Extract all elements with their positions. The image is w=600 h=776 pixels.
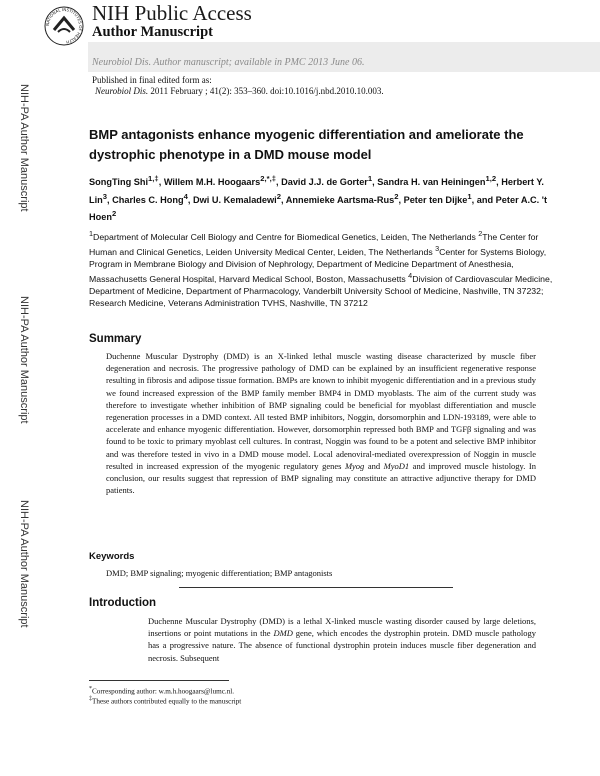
- author: Dwi U. Kemaladewi$^2$: [193, 191, 281, 205]
- article-title: BMP antagonists enhance myogenic differentiation and ameliorate the dystrophic phenotype in a DMD mouse model: [89, 127, 524, 162]
- keywords-heading: Keywords: [89, 551, 135, 562]
- citation: [95, 86, 384, 96]
- nih-public-access-title: NIH Public Access: [92, 1, 252, 25]
- affiliations: $^1$Department of Molecular Cell Biology and Centre for Biomedical Genetics, Leiden, The Netherlands $^2$The Center for Human and Clinical Genetics, Leiden University Medical Center, Leiden, The Netherlands $^3$Center for Systems Biology, Program in Membrane Biology and Division of Nephrology, Department of Medicine Department of Anesthesia, Massachusetts General Hospital, Harvard Medical School, Boston, Massachusetts $^4$Division of Cardiovascular Medicine, Department of Medicine, Department of Pharmacology, Vanderbilt University School of Medicine, Nashville, TN 37232; Research Medicine, Veterans Administration TVHS, Nashville, TN 37212: [89, 229, 553, 308]
- summary-text: Duchenne Muscular Dystrophy (DMD) is an X-linked lethal muscle wasting disease characterized by muscle fiber degeneration and necrosis. The progressive pathology of DMD can be explained by an insufficient regenerative response resulting in fibrosis and adipose tissue formation. BMPs are known to inhibit myogenic differentiation and in a previous study we found increased expression of the BMP family member BMP4 in DMD myoblasts. The aim of the current study was therefore to investigate whether inhibition of BMP signaling could be beneficial for myoblast differentiation and muscle regeneration processes in a DMD context. All tested BMP inhibitors, Noggin, dorsomorphin and LDN-193189, were able to accelerate and enhance myogenic differentiation. However, dorsomorphin repressed both BMP and TGFβ signaling and was found to be toxic to primary myoblast cell cultures. In contrast, Noggin was found to be a potent and selective BMP inhibitor and was therefore tested in vivo in a DMD mouse model. Local adenoviral-mediated overexpression of Noggin in muscle resulted in increased expression of the myogenic regulatory genes Myog and MyoD1 and improved muscle histology. In conclusion, our results suggest that repression of BMP signaling may constitute an attractive adjunctive therapy for DMD patients.: [106, 351, 536, 496]
- affiliation: The Center for Human and Clinical Genetics, Leiden University Medical Center, Leiden, The Netherlands: [89, 231, 539, 257]
- section-divider: [179, 587, 453, 588]
- author-manuscript-label: Author Manuscript: [92, 24, 213, 40]
- footnote-equal-contribution: ‡These authors contributed equally to the manuscript: [89, 696, 242, 706]
- availability-text: Author manuscript; available in PMC 2013 June 06.: [151, 57, 365, 68]
- author: Annemieke Aartsma-Rus$^2$: [285, 191, 399, 205]
- availability-note: [92, 57, 364, 68]
- logo-ring-text: NATIONAL INSTITUTES OF HEALTH: [44, 6, 84, 45]
- author: David J.J. de Gorter$^1$: [281, 174, 373, 188]
- sidebar-label-3: NIH-PA Author Manuscript: [18, 500, 30, 628]
- availability-journal: Neurobiol Dis.: [92, 57, 152, 68]
- footnote-corresponding-author: *Corresponding author: w.m.h.hoogaars@lumc.nl.: [89, 686, 235, 696]
- author-list: SongTing Shi$^{1,\ddagger}$, Willem M.H. Hoogaars$^{2,*,\ddagger}$, David J.J. de Gorter$^1$, Sandra H. van Heiningen$^{1,2}$, Herbert Y. Lin$^3$, Charles C. Hong$^4$, Dwi U. Kemaladewi$^2$, Annemieke Aartsma-Rus$^2$, Peter ten Dijke$^1$, and Peter A.C. 't Hoen$^2$: [89, 174, 548, 223]
- author: Herbert Y. Lin$^3$: [89, 177, 544, 205]
- summary-heading: Summary: [89, 333, 142, 345]
- footnote-divider: [89, 680, 229, 681]
- author: SongTing Shi$^{1,\ddagger}$: [89, 174, 159, 188]
- published-in-label: Published in final edited form as:: [92, 75, 212, 85]
- affiliation: Center for Systems Biology, Program in Membrane Biology and Division of Nephrology, Department of Medicine Department of Anesthesia, Massachusetts General Hospital, Harvard Medical School, Boston, Massachusetts: [89, 246, 547, 284]
- affiliation: Department of Molecular Cell Biology and Centre for Biomedical Genetics, Leiden, The Netherlands: [93, 231, 479, 242]
- author: Sandra H. van Heiningen$^{1,2}$: [377, 174, 497, 188]
- citation-details: 2011 February ; 41(2): 353–360. doi:10.1016/j.nbd.2010.10.003.: [148, 86, 384, 96]
- author: Peter ten Dijke$^1$: [403, 191, 472, 205]
- keywords-text: DMD; BMP signaling; myogenic differentiation; BMP antagonists: [106, 568, 333, 578]
- sidebar-label-1: NIH-PA Author Manuscript: [18, 84, 30, 212]
- author: Peter A.C. 't Hoen$^2$: [89, 194, 548, 223]
- author: Willem M.H. Hoogaars$^{2,*,\ddagger}$: [163, 174, 276, 188]
- introduction-heading: Introduction: [89, 597, 157, 609]
- citation-journal: Neurobiol Dis.: [95, 86, 149, 96]
- author: Charles C. Hong$^4$: [112, 191, 188, 205]
- sidebar-label-2: NIH-PA Author Manuscript: [18, 296, 30, 424]
- nih-logo: [44, 4, 84, 48]
- introduction-text: Duchenne Muscular Dystrophy (DMD) is a lethal X-linked muscle wasting disorder caused by large deletions, insertions or point mutations in the DMD gene, which encodes the dystrophin protein. DMD muscle pathology has a progressive nature. The absence of functional dystrophin protein induces muscle fiber degeneration and necrosis. Subsequent: [148, 616, 536, 663]
- affiliation: Division of Cardiovascular Medicine, Department of Medicine, Department of Pharmacology, Vanderbilt University School of Medicine, Nashville, TN 37232; Research Medicine, Veterans Administration TVHS, Nashville, TN 37212: [89, 273, 553, 308]
